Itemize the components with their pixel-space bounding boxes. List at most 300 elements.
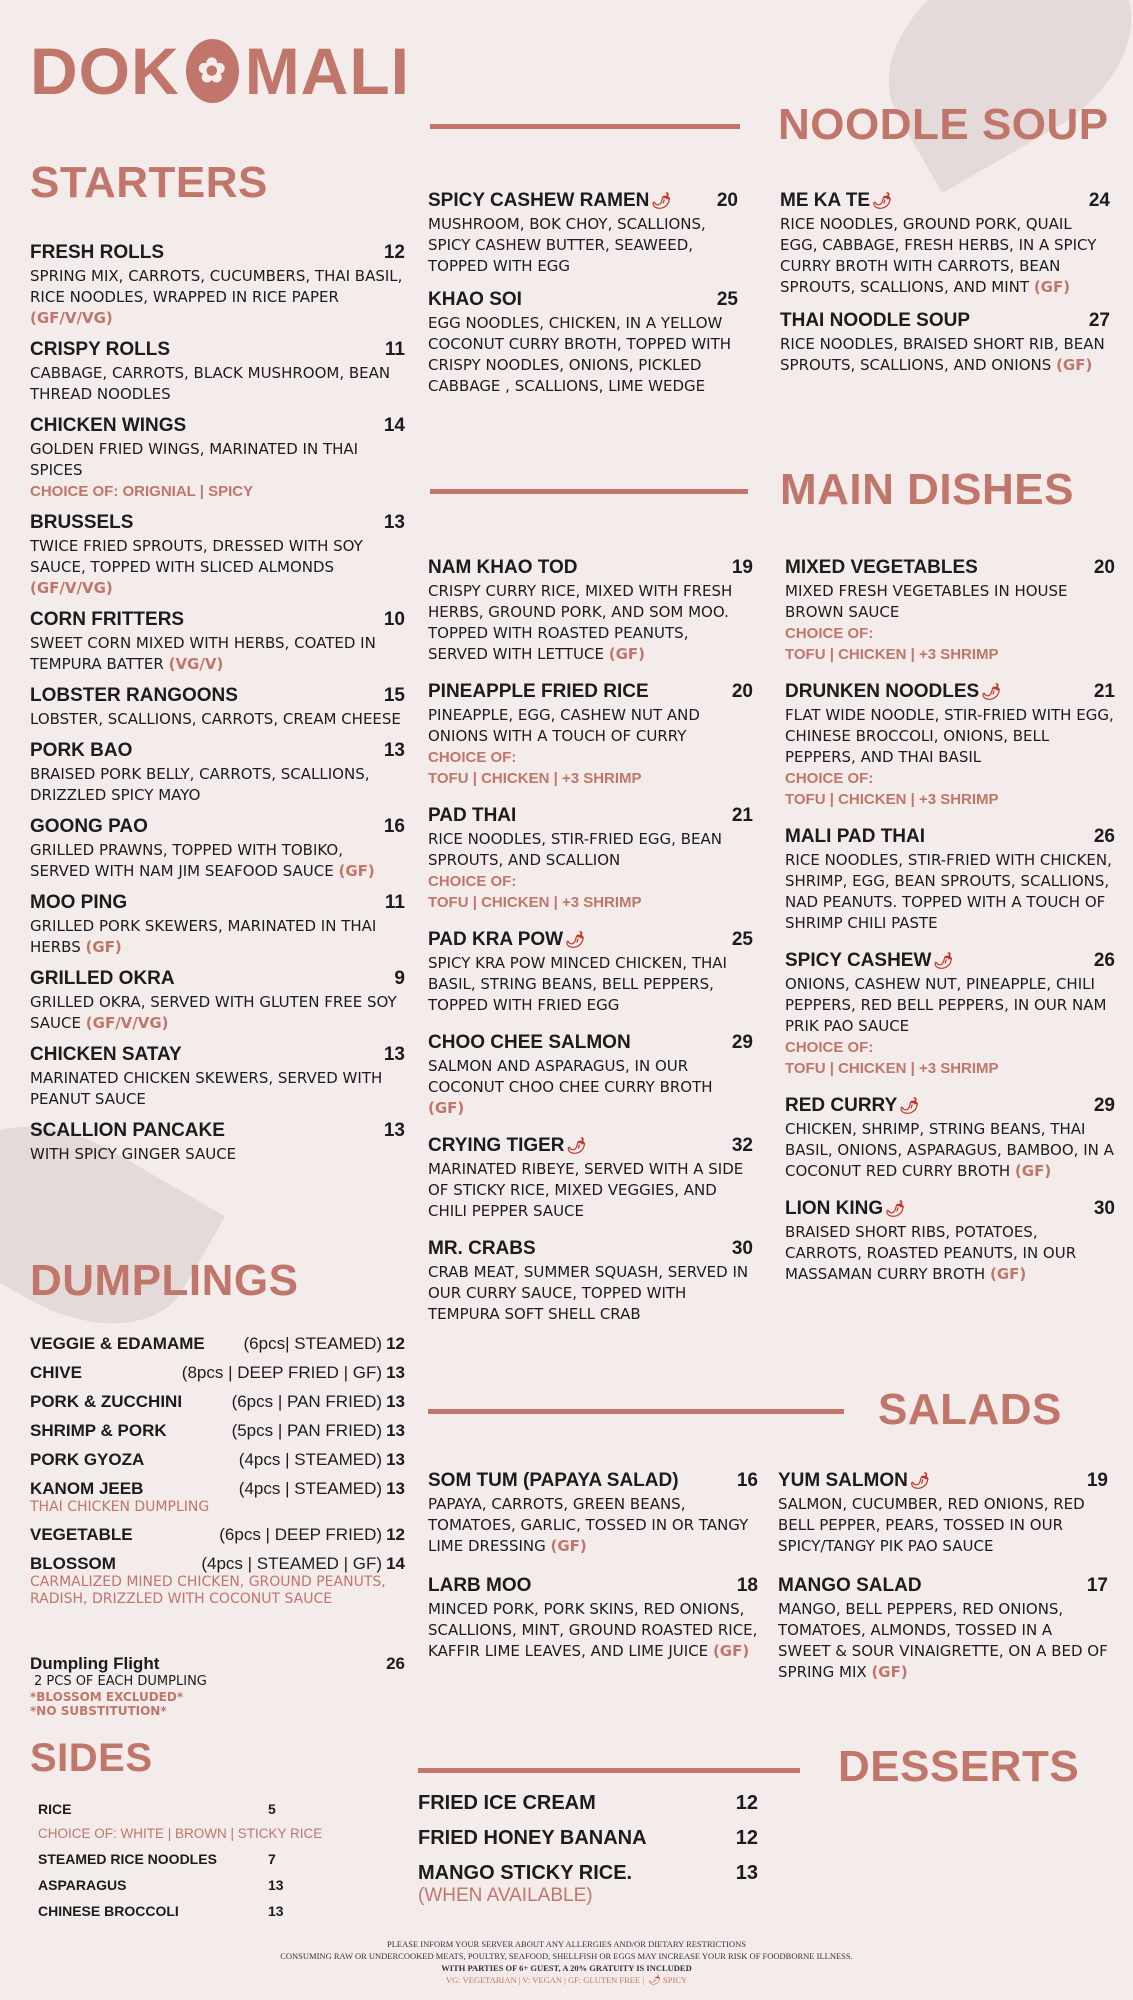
item-name: PAD THAI [428, 805, 517, 826]
item-description [30, 764, 405, 806]
flight-desc: 2 PCS OF EACH DUMPLING [34, 1674, 207, 1689]
item-desc-text: GRILLED OKRA, SERVED WITH GLUTEN FREE SOY SAUCE [30, 993, 397, 1032]
item-description [30, 1144, 405, 1165]
list-item [418, 1792, 768, 1815]
menu-item [428, 1470, 758, 1557]
dumpling-info: (5pcs | PAN FRIED) [231, 1421, 383, 1440]
item-desc-text: RICE NOODLES, STIR-FRIED WITH CHICKEN, SHRIMP, EGG, BEAN SPROUTS, SCALLIONS, NAD PEANUTS. TOPPED WITH A TOUCH OF SHRIMP CHILI PASTE [785, 851, 1112, 932]
menu-item-header [30, 740, 405, 762]
item-desc-text: SWEET CORN MIXED WITH HERBS, COATED IN TEMPURA BATTER [30, 634, 376, 673]
menu-item-header [428, 1470, 758, 1492]
dumpling-row [30, 1479, 405, 1499]
item-price: 29 [731, 1032, 753, 1053]
divider [430, 124, 740, 129]
list-item [30, 1363, 410, 1383]
menu-item [30, 1044, 405, 1110]
chili-pepper-icon: 🌶 [651, 193, 672, 210]
diet-tag: (GF/V/VG) [30, 309, 113, 327]
item-price: 18 [736, 1575, 758, 1596]
item-price: 25 [731, 929, 753, 950]
menu-item-header [30, 816, 405, 838]
menu-item [428, 929, 753, 1016]
footer-line: WITH PARTIES OF 6+ GUEST, A 20% GRATUITY IS INCLUDED [441, 1963, 692, 1973]
menu-item [785, 950, 1115, 1079]
side-name: ASPARAGUS [38, 1877, 127, 1893]
diet-tag: (GF/V/VG) [85, 1014, 169, 1032]
menu-item-header [30, 968, 405, 990]
item-description [30, 439, 405, 481]
item-price: 20 [731, 681, 753, 702]
chili-pepper-icon: 🌶 [981, 684, 1002, 701]
item-choice-options: TOFU | CHICKEN | +3 SHRIMP [428, 770, 642, 787]
item-desc-text: LOBSTER, SCALLIONS, CARROTS, CREAM CHEESE [30, 710, 401, 728]
item-description [785, 705, 1115, 768]
diet-tag: (GF/V/VG) [30, 579, 113, 597]
menu-item-header [785, 1198, 1115, 1220]
dumpling-price: 14 [386, 1554, 405, 1573]
menu-item [30, 1120, 405, 1165]
main-dishes-title: MAIN DISHES [780, 465, 1074, 514]
dessert-name: FRIED HONEY BANANA [418, 1827, 647, 1849]
item-desc-text: MINCED PORK, PORK SKINS, RED ONIONS, SCALLIONS, MINT, GROUND ROASTED RICE, KAFFIR LIME LEAVES, AND LIME JUICE [428, 1600, 758, 1660]
chili-pepper-icon: 🌶 [885, 1201, 906, 1218]
item-name: CRISPY ROLLS [30, 339, 171, 360]
item-description [785, 1119, 1115, 1182]
item-description [785, 850, 1115, 934]
main-dishes-left [428, 557, 753, 1341]
item-description [428, 1599, 758, 1662]
item-name-wrap [780, 190, 892, 212]
dumpling-note: CARMALIZED MINED CHICKEN, GROUND PEANUTS, RADISH, DRIZZLED WITH COCONUT SAUCE [30, 1574, 386, 1607]
item-description [428, 829, 753, 871]
menu-item [428, 1238, 753, 1325]
menu-item [30, 609, 405, 675]
diet-tag: (GF) [1014, 1162, 1052, 1180]
item-price: 20 [1093, 557, 1115, 578]
item-choice-label: CHOICE OF: [428, 873, 517, 890]
legend-spicy: SPICY [662, 1975, 688, 1985]
dessert-price: 12 [735, 1792, 758, 1814]
item-name: THAI NOODLE SOUP [780, 310, 971, 331]
dessert-name: MANGO STICKY RICE. [418, 1862, 633, 1884]
dumpling-name: CHIVE [30, 1363, 82, 1382]
menu-item-header [428, 289, 738, 311]
dumpling-price: 13 [386, 1392, 405, 1411]
item-description [785, 581, 1115, 623]
item-price: 16 [736, 1470, 758, 1491]
item-choice-options: TOFU | CHICKEN | +3 SHRIMP [428, 894, 642, 911]
main-dishes-right [785, 557, 1115, 1301]
diet-tag: (GF) [338, 862, 375, 880]
side-name: CHINESE BROCCOLI [38, 1903, 179, 1919]
item-desc-text: WITH SPICY GINGER SAUCE [30, 1145, 237, 1163]
item-name: YUM SALMON [778, 1470, 908, 1491]
menu-item [30, 512, 405, 599]
item-name: SOM TUM (PAPAYA SALAD) [428, 1470, 679, 1491]
item-name: NAM KHAO TOD [428, 557, 578, 578]
item-desc-text: GOLDEN FRIED WINGS, MARINATED IN THAI SPICES [30, 440, 359, 479]
item-price: 19 [731, 557, 753, 578]
item-desc-text: MARINATED RIBEYE, SERVED WITH A SIDE OF STICKY RICE, MIXED VEGGIES, AND CHILI PEPPER SAUCE [428, 1160, 744, 1220]
diet-tag: (VG/V) [168, 655, 224, 673]
item-description [30, 266, 405, 329]
menu-item-header [785, 826, 1115, 848]
item-price: 20 [716, 190, 738, 211]
chili-pepper-icon: 🌶 [565, 932, 586, 949]
item-desc-text: FLAT WIDE NOODLE, STIR-FRIED WITH EGG, CHINESE BROCCOLI, ONIONS, BELL PEPPERS, AND THAI BASIL [785, 706, 1114, 766]
item-name-wrap [785, 1095, 920, 1117]
item-price: 13 [383, 1120, 405, 1141]
menu-item [778, 1470, 1108, 1557]
item-price: 19 [1086, 1470, 1108, 1491]
chili-pepper-icon: 🌶 [648, 1975, 661, 1986]
dumpling-info: (6pcs | DEEP FRIED) [219, 1525, 383, 1544]
sides-list [38, 1801, 368, 1919]
item-price: 30 [1093, 1198, 1115, 1219]
flight-note-1: *BLOSSOM EXCLUDED* [30, 1690, 184, 1704]
menu-item [30, 892, 405, 958]
item-name-wrap [778, 1470, 930, 1492]
item-name: RED CURRY [785, 1095, 898, 1116]
salads-left [428, 1470, 758, 1680]
menu-item [30, 968, 405, 1034]
menu-item [778, 1575, 1108, 1683]
diet-tag: (GF) [550, 1537, 587, 1555]
item-description [30, 363, 405, 405]
dumpling-price: 13 [386, 1479, 405, 1498]
noodle-soup-title: NOODLE SOUP [778, 100, 1109, 149]
item-price: 21 [731, 805, 753, 826]
menu-item-header [428, 805, 753, 827]
item-desc-text: RICE NOODLES, GROUND PORK, QUAIL EGG, CABBAGE, FRESH HERBS, IN A SPICY CURRY BROTH WITH CARROTS, BEAN SPROUTS, SCALLIONS, AND MINT [780, 215, 1097, 296]
item-choice-options: TOFU | CHICKEN | +3 SHRIMP [785, 791, 999, 808]
item-description [780, 214, 1110, 298]
item-description [428, 313, 738, 397]
side-name: STEAMED RICE NOODLES [38, 1851, 217, 1867]
list-item [418, 1827, 768, 1850]
desserts-title: DESSERTS [838, 1742, 1080, 1791]
item-price: 9 [394, 968, 405, 989]
list-item [30, 1421, 410, 1441]
item-name: KHAO SOI [428, 289, 522, 310]
item-price: 26 [1093, 950, 1115, 971]
menu-item-header [30, 512, 405, 534]
list-item [418, 1862, 768, 1907]
side-price: 13 [268, 1877, 284, 1893]
item-choice-options: TOFU | CHICKEN | +3 SHRIMP [785, 1060, 999, 1077]
item-name: CHICKEN WINGS [30, 415, 187, 436]
item-description [428, 705, 753, 747]
item-price: 21 [1093, 681, 1115, 702]
dumpling-info: (4pcs | STEAMED | GF) [201, 1554, 383, 1573]
menu-item-header [785, 1095, 1115, 1117]
noodle-soup-left [428, 190, 738, 409]
noodle-soup-right [780, 190, 1110, 388]
menu-item [785, 557, 1115, 665]
item-price: 32 [731, 1135, 753, 1156]
rice-choice: CHOICE OF: WHITE | BROWN | STICKY RICE [38, 1826, 323, 1841]
item-name-wrap [428, 929, 585, 951]
item-name: CHOO CHEE SALMON [428, 1032, 631, 1053]
dumpling-name: PORK GYOZA [30, 1450, 145, 1469]
item-name-wrap [785, 950, 954, 972]
menu-item-header [428, 1032, 753, 1054]
item-name: ME KA TE [780, 190, 871, 211]
menu-item [428, 557, 753, 665]
dessert-row [418, 1862, 758, 1885]
item-name: DRUNKEN NOODLES [785, 681, 980, 702]
dessert-price: 13 [735, 1862, 758, 1884]
item-desc-text: MUSHROOM, BOK CHOY, SCALLIONS, SPICY CASHEW BUTTER, SEAWEED, TOPPED WITH EGG [428, 215, 706, 275]
menu-item [30, 242, 405, 329]
legend-text: VG: VEGETARIAN | V: VEGAN | GF: GLUTEN FREE | [445, 1975, 645, 1985]
item-name: FRESH ROLLS [30, 242, 165, 263]
item-name-wrap [785, 681, 1002, 703]
menu-item-header [428, 1575, 758, 1597]
list-item [38, 1851, 298, 1867]
salads-title: SALADS [878, 1385, 1062, 1434]
menu-item-header [428, 190, 738, 212]
item-desc-text: BRAISED SHORT RIBS, POTATOES, CARROTS, ROASTED PEANUTS, IN OUR MASSAMAN CURRY BROTH [785, 1223, 1077, 1283]
sides-title: SIDES [30, 1736, 153, 1780]
brand-logo [30, 36, 410, 106]
item-description [778, 1599, 1108, 1683]
menu-item [428, 1135, 753, 1222]
menu-item-header [30, 339, 405, 361]
item-desc-text: BRAISED PORK BELLY, CARROTS, SCALLIONS, DRIZZLED SPICY MAYO [30, 765, 370, 804]
item-price: 29 [1093, 1095, 1115, 1116]
list-item [38, 1877, 298, 1893]
divider [428, 1409, 844, 1414]
list-item [30, 1554, 410, 1608]
menu-item [428, 289, 738, 397]
item-name: PINEAPPLE FRIED RICE [428, 681, 649, 702]
menu-item [30, 339, 405, 405]
dessert-row [418, 1827, 758, 1850]
flower-icon: ✿ [186, 39, 239, 103]
item-desc-text: MANGO, BELL PEPPERS, RED ONIONS, TOMATOES, ALMONDS, TOSSED IN A SWEET & SOUR VINAIGRETTE, ON A BED OF SPRING MIX [778, 1600, 1108, 1681]
dumpling-info: (8pcs | DEEP FRIED | GF) [181, 1363, 383, 1382]
list-item [38, 1801, 298, 1817]
dumpling-row [30, 1450, 405, 1470]
diet-tag: (GF) [871, 1663, 908, 1681]
item-name: SPICY CASHEW RAMEN [428, 190, 650, 211]
side-price: 5 [268, 1801, 276, 1817]
dumpling-row [30, 1363, 405, 1383]
menu-item-header [785, 557, 1115, 579]
flight-note-2: *NO SUBSTITUTION* [30, 1704, 167, 1718]
item-desc-text: SALMON AND ASPARAGUS, IN OUR COCONUT CHOO CHEE CURRY BROTH [428, 1057, 713, 1096]
item-name-wrap [428, 190, 672, 212]
item-price: 12 [383, 242, 405, 263]
diet-tag: (GF) [608, 645, 646, 663]
item-choice-label: CHOICE OF: [785, 625, 874, 642]
item-price: 27 [1088, 310, 1110, 331]
item-name: GRILLED OKRA [30, 968, 175, 989]
item-name: SPICY CASHEW [785, 950, 932, 971]
item-name: MIXED VEGETABLES [785, 557, 978, 578]
starters-title: STARTERS [30, 158, 268, 207]
item-desc-text: PINEAPPLE, EGG, CASHEW NUT AND ONIONS WITH A TOUCH OF CURRY [428, 706, 700, 745]
item-description [428, 1056, 753, 1119]
item-name: PAD KRA POW [428, 929, 564, 950]
menu-item-header [30, 242, 405, 264]
item-price: 30 [731, 1238, 753, 1259]
item-description [30, 536, 405, 599]
list-item [30, 1334, 410, 1354]
item-choice-label: CHOICE OF: [428, 749, 517, 766]
menu-item [30, 740, 405, 806]
dessert-price: 12 [735, 1827, 758, 1849]
menu-item [785, 681, 1115, 810]
dumpling-info: (6pcs | PAN FRIED) [231, 1392, 383, 1411]
dumpling-info: (4pcs | STEAMED) [238, 1450, 383, 1469]
item-description [785, 974, 1115, 1037]
menu-item [780, 190, 1110, 298]
item-description [428, 1159, 753, 1222]
item-description [30, 840, 405, 882]
menu-item-header [428, 681, 753, 703]
dumpling-info: (6pcs| STEAMED) [243, 1334, 383, 1353]
item-description [428, 1494, 758, 1557]
item-name: MANGO SALAD [778, 1575, 922, 1596]
starters-list [30, 242, 405, 1175]
footer-legend [200, 1974, 933, 1987]
item-desc-text: RICE NOODLES, STIR-FRIED EGG, BEAN SPROUTS, AND SCALLION [428, 830, 722, 869]
item-name: MR. CRABS [428, 1238, 536, 1259]
item-price: 13 [383, 1044, 405, 1065]
menu-item-header [30, 685, 405, 707]
item-price: 13 [383, 512, 405, 533]
menu-item-header [30, 1120, 405, 1142]
item-description [30, 916, 405, 958]
side-price: 13 [268, 1903, 284, 1919]
menu-item-header [30, 415, 405, 437]
menu-item-header [428, 1238, 753, 1260]
item-description [30, 709, 405, 730]
item-desc-text: MIXED FRESH VEGETABLES IN HOUSE BROWN SAUCE [785, 582, 1068, 621]
footer-line: CONSUMING RAW OR UNDERCOOKED MEATS, POULTRY, SEAFOOD, SHELLFISH OR EGGS MAY INCREASE YOUR RISK OF FOODBORNE ILLNESS. [280, 1951, 853, 1961]
menu-item-header [785, 950, 1115, 972]
palm-leaf-decoration [852, 0, 1133, 193]
item-desc-text: TWICE FRIED SPROUTS, DRESSED WITH SOY SAUCE, TOPPED WITH SLICED ALMONDS [30, 537, 363, 576]
item-desc-text: CABBAGE, CARROTS, BLACK MUSHROOM, BEAN THREAD NOODLES [30, 364, 391, 403]
item-desc-text: EGG NOODLES, CHICKEN, IN A YELLOW COCONUT CURRY BROTH, TOPPED WITH CRISPY NOODLES, ONIONS, PICKLED CABBAGE , SCALLIONS, LIME WEDGE [428, 314, 732, 395]
item-description [30, 992, 405, 1034]
menu-item [428, 681, 753, 789]
dumpling-price: 13 [386, 1363, 405, 1382]
divider [418, 1768, 800, 1773]
item-description [30, 1068, 405, 1110]
dumpling-price: 13 [386, 1421, 405, 1440]
item-desc-text: CHICKEN, SHRIMP, STRING BEANS, THAI BASIL, ONIONS, ASPARAGUS, BAMBOO, IN A COCONUT RED CURRY BROTH [785, 1120, 1114, 1180]
item-description [30, 633, 405, 675]
item-choice-label: CHOICE OF: [785, 1039, 874, 1056]
diet-tag: (GF) [712, 1642, 750, 1660]
item-choice-options: TOFU | CHICKEN | +3 SHRIMP [785, 646, 999, 663]
flight-name: Dumpling Flight [30, 1654, 160, 1673]
list-item [30, 1450, 410, 1470]
dessert-name: FRIED ICE CREAM [418, 1792, 596, 1814]
menu-item [30, 816, 405, 882]
footer-notes [200, 1938, 933, 1987]
dumpling-name: BLOSSOM [30, 1554, 116, 1573]
item-description [778, 1494, 1108, 1557]
item-name: LARB MOO [428, 1575, 532, 1596]
item-price: 11 [384, 892, 405, 913]
item-price: 24 [1088, 190, 1110, 211]
dumpling-name: KANOM JEEB [30, 1479, 144, 1498]
brand-left: DOK [30, 34, 180, 108]
item-desc-text: ONIONS, CASHEW NUT, PINEAPPLE, CHILI PEPPERS, RED BELL PEPPERS, IN OUR NAM PRIK PAO SAUCE [785, 975, 1107, 1035]
footer-line: PLEASE INFORM YOUR SERVER ABOUT ANY ALLERGIES AND/OR DIETARY RESTRICTIONS [386, 1939, 747, 1949]
item-name-wrap [428, 1135, 587, 1157]
dumpling-note: THAI CHICKEN DUMPLING [30, 1499, 210, 1515]
menu-item [785, 1095, 1115, 1182]
dumpling-row [30, 1334, 405, 1354]
item-name: CORN FRITTERS [30, 609, 185, 630]
item-desc-text: SALMON, CUCUMBER, RED ONIONS, RED BELL PEPPER, PEARS, TOSSED IN OUR SPICY/TANGY PIK PAO SAUCE [778, 1495, 1085, 1555]
item-desc-text: GRILLED PRAWNS, TOPPED WITH TOBIKO, SERVED WITH NAM JIM SEAFOOD SAUCE [30, 841, 343, 880]
item-name-wrap [785, 1198, 905, 1220]
item-name: LION KING [785, 1198, 884, 1219]
list-item [38, 1903, 298, 1919]
item-price: 10 [383, 609, 405, 630]
desserts-list [418, 1792, 768, 1919]
menu-item-header [780, 310, 1110, 332]
chili-pepper-icon: 🌶 [566, 1138, 587, 1155]
chili-pepper-icon: 🌶 [872, 193, 893, 210]
dumpling-name: VEGGIE & EDAMAME [30, 1334, 205, 1353]
menu-item-header [30, 609, 405, 631]
item-desc-text: CRISPY CURRY RICE, MIXED WITH FRESH HERBS, GROUND PORK, AND SOM MOO. TOPPED WITH ROASTED PEANUTS, SERVED WITH LETTUCE [428, 582, 733, 663]
list-item [30, 1525, 410, 1545]
list-item [30, 1479, 410, 1516]
dumpling-row [30, 1525, 405, 1545]
dumpling-price: 12 [386, 1334, 405, 1353]
menu-item [428, 190, 738, 277]
menu-item-header [428, 1135, 753, 1157]
menu-item-header [428, 557, 753, 579]
dumpling-name: VEGETABLE [30, 1525, 133, 1544]
dumplings-list [30, 1334, 410, 1617]
menu-item-header [778, 1575, 1108, 1597]
flight-price: 26 [386, 1654, 405, 1673]
item-price: 13 [383, 740, 405, 761]
dumpling-name: SHRIMP & PORK [30, 1421, 167, 1440]
diet-tag: (GF) [990, 1265, 1027, 1283]
menu-item [30, 685, 405, 730]
menu-item [428, 1575, 758, 1662]
list-item [30, 1392, 410, 1412]
menu-item [785, 1198, 1115, 1285]
item-desc-text: CRAB MEAT, SUMMER SQUASH, SERVED IN OUR CURRY SAUCE, TOPPED WITH TEMPURA SOFT SHELL CRAB [428, 1263, 749, 1323]
dumpling-row [30, 1554, 405, 1574]
chili-pepper-icon: 🌶 [899, 1098, 920, 1115]
dumpling-info: (4pcs | STEAMED) [238, 1479, 383, 1498]
menu-item [780, 310, 1110, 376]
chili-pepper-icon: 🌶 [909, 1473, 931, 1490]
dumpling-price: 13 [386, 1450, 405, 1469]
item-price: 26 [1093, 826, 1115, 847]
menu-item [428, 805, 753, 913]
dessert-row [418, 1792, 758, 1815]
dumpling-row [30, 1392, 405, 1412]
item-name: CRYING TIGER [428, 1135, 565, 1156]
item-desc-text: MARINATED CHICKEN SKEWERS, SERVED WITH PEANUT SAUCE [30, 1069, 383, 1108]
dumpling-row [30, 1421, 405, 1441]
side-price: 7 [268, 1851, 276, 1867]
